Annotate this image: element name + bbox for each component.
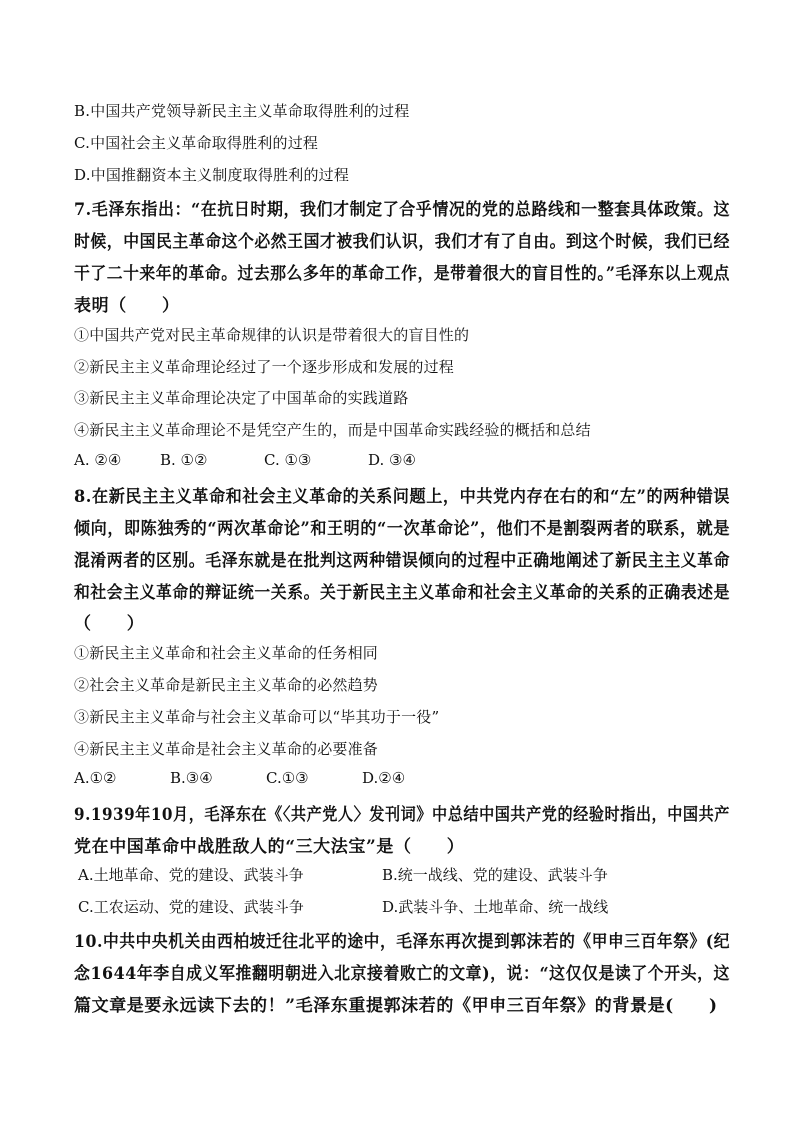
q7-answer-c: C. ①③ (264, 451, 312, 469)
q8-statement-4: ④新民主主义革命是社会主义革命的必要准备 (74, 740, 379, 758)
q7-stem-line-1: 7.毛泽东指出：“在抗日时期，我们才制定了合乎情况的党的总路线和一整套具体政策。这 (74, 200, 731, 220)
q8-answer-c: C.①③ (266, 769, 309, 787)
q8-answer-d: D.②④ (362, 769, 406, 787)
q8-stem-line-3: 混淆两者的区别。毛泽东就是在批判这两种错误倾向的过程中正确地阐述了新民主主义革命 (74, 551, 730, 571)
q8-stem-line-5: （ ） (74, 614, 145, 634)
q8-stem-line-1: 8.在新民主主义革命和社会主义革命的关系问题上，中共党内存在右的和“左”的两种错误 (74, 487, 731, 507)
q8-statement-3: ③新民主主义革命与社会主义革命可以“毕其功于一役” (74, 708, 440, 726)
q7-stem-line-3: 干了二十来年的革命。过去那么多年的革命工作，是带着很大的盲目性的。”毛泽东以上观点 (74, 264, 730, 284)
q9-option-a: A.土地革命、党的建设、武装斗争 (78, 866, 304, 884)
q9-option-d: D.武装斗争、土地革命、统一战线 (382, 898, 609, 916)
q10-stem-line-1: 10.中共中央机关由西柏坡迁往北平的途中，毛泽东再次提到郭沫若的《甲申三百年祭》(纪 (74, 932, 731, 952)
q6-option-b: B.中国共产党领导新民主主义革命取得胜利的过程 (74, 102, 410, 120)
q8-stem-line-4: 和社会主义革命的辩证统一关系。关于新民主主义革命和社会主义革命的关系的正确表述是 (74, 583, 730, 603)
q9-option-b: B.统一战线、党的建设、武装斗争 (382, 866, 608, 884)
q8-statement-2: ②社会主义革命是新民主主义革命的必然趋势 (74, 676, 379, 694)
q7-statement-3: ③新民主主义革命理论决定了中国革命的实践道路 (74, 389, 409, 407)
q7-answer-d: D. ③④ (368, 451, 416, 469)
q7-answer-a: A. ②④ (74, 451, 122, 469)
q9-option-c: C.工农运动、党的建设、武装斗争 (78, 898, 304, 916)
q6-option-c: C.中国社会主义革命取得胜利的过程 (74, 134, 319, 152)
q7-statement-4: ④新民主主义革命理论不是凭空产生的，而是中国革命实践经验的概括和总结 (74, 421, 591, 439)
q7-answer-b: B. ①② (160, 451, 208, 469)
q7-statement-2: ②新民主主义革命理论经过了一个逐步形成和发展的过程 (74, 358, 455, 376)
q9-stem-line-2: 党在中国革命中战胜敌人的“三大法宝”是（ ） (74, 837, 465, 857)
q8-answer-a: A.①② (74, 769, 117, 787)
q8-statement-1: ①新民主主义革命和社会主义革命的任务相同 (74, 644, 379, 662)
q7-answer-row (74, 451, 416, 469)
q7-stem-line-4: 表明（ ） (74, 296, 180, 316)
q7-statement-1: ①中国共产党对民主革命规律的认识是带着很大的盲目性的 (74, 326, 470, 344)
q10-stem-line-2: 念1644年李自成义军推翻明朝进入北京接着败亡的文章)，说：“这仅仅是读了个开头，这 (74, 964, 730, 984)
q6-option-d: D.中国推翻资本主义制度取得胜利的过程 (74, 166, 350, 184)
q8-stem-line-2: 倾向，即陈独秀的“两次革命论”和王明的“一次革命论”，他们不是割裂两者的联系，就是 (74, 519, 731, 539)
q10-stem-line-3: 篇文章是要永远读下去的！”毛泽东重提郭沫若的《甲申三百年祭》的背景是( ) (74, 996, 718, 1016)
q8-answer-b: B.③④ (170, 769, 213, 787)
q9-stem-line-1: 9.1939年10月，毛泽东在《〈共产党人〉发刊词》中总结中国共产党的经验时指出，中国共产 (74, 805, 730, 825)
q7-stem-line-2: 时候，中国民主革命这个必然王国才被我们认识，我们才有了自由。到这个时候，我们已经 (74, 232, 730, 252)
q8-answer-row (74, 769, 405, 787)
